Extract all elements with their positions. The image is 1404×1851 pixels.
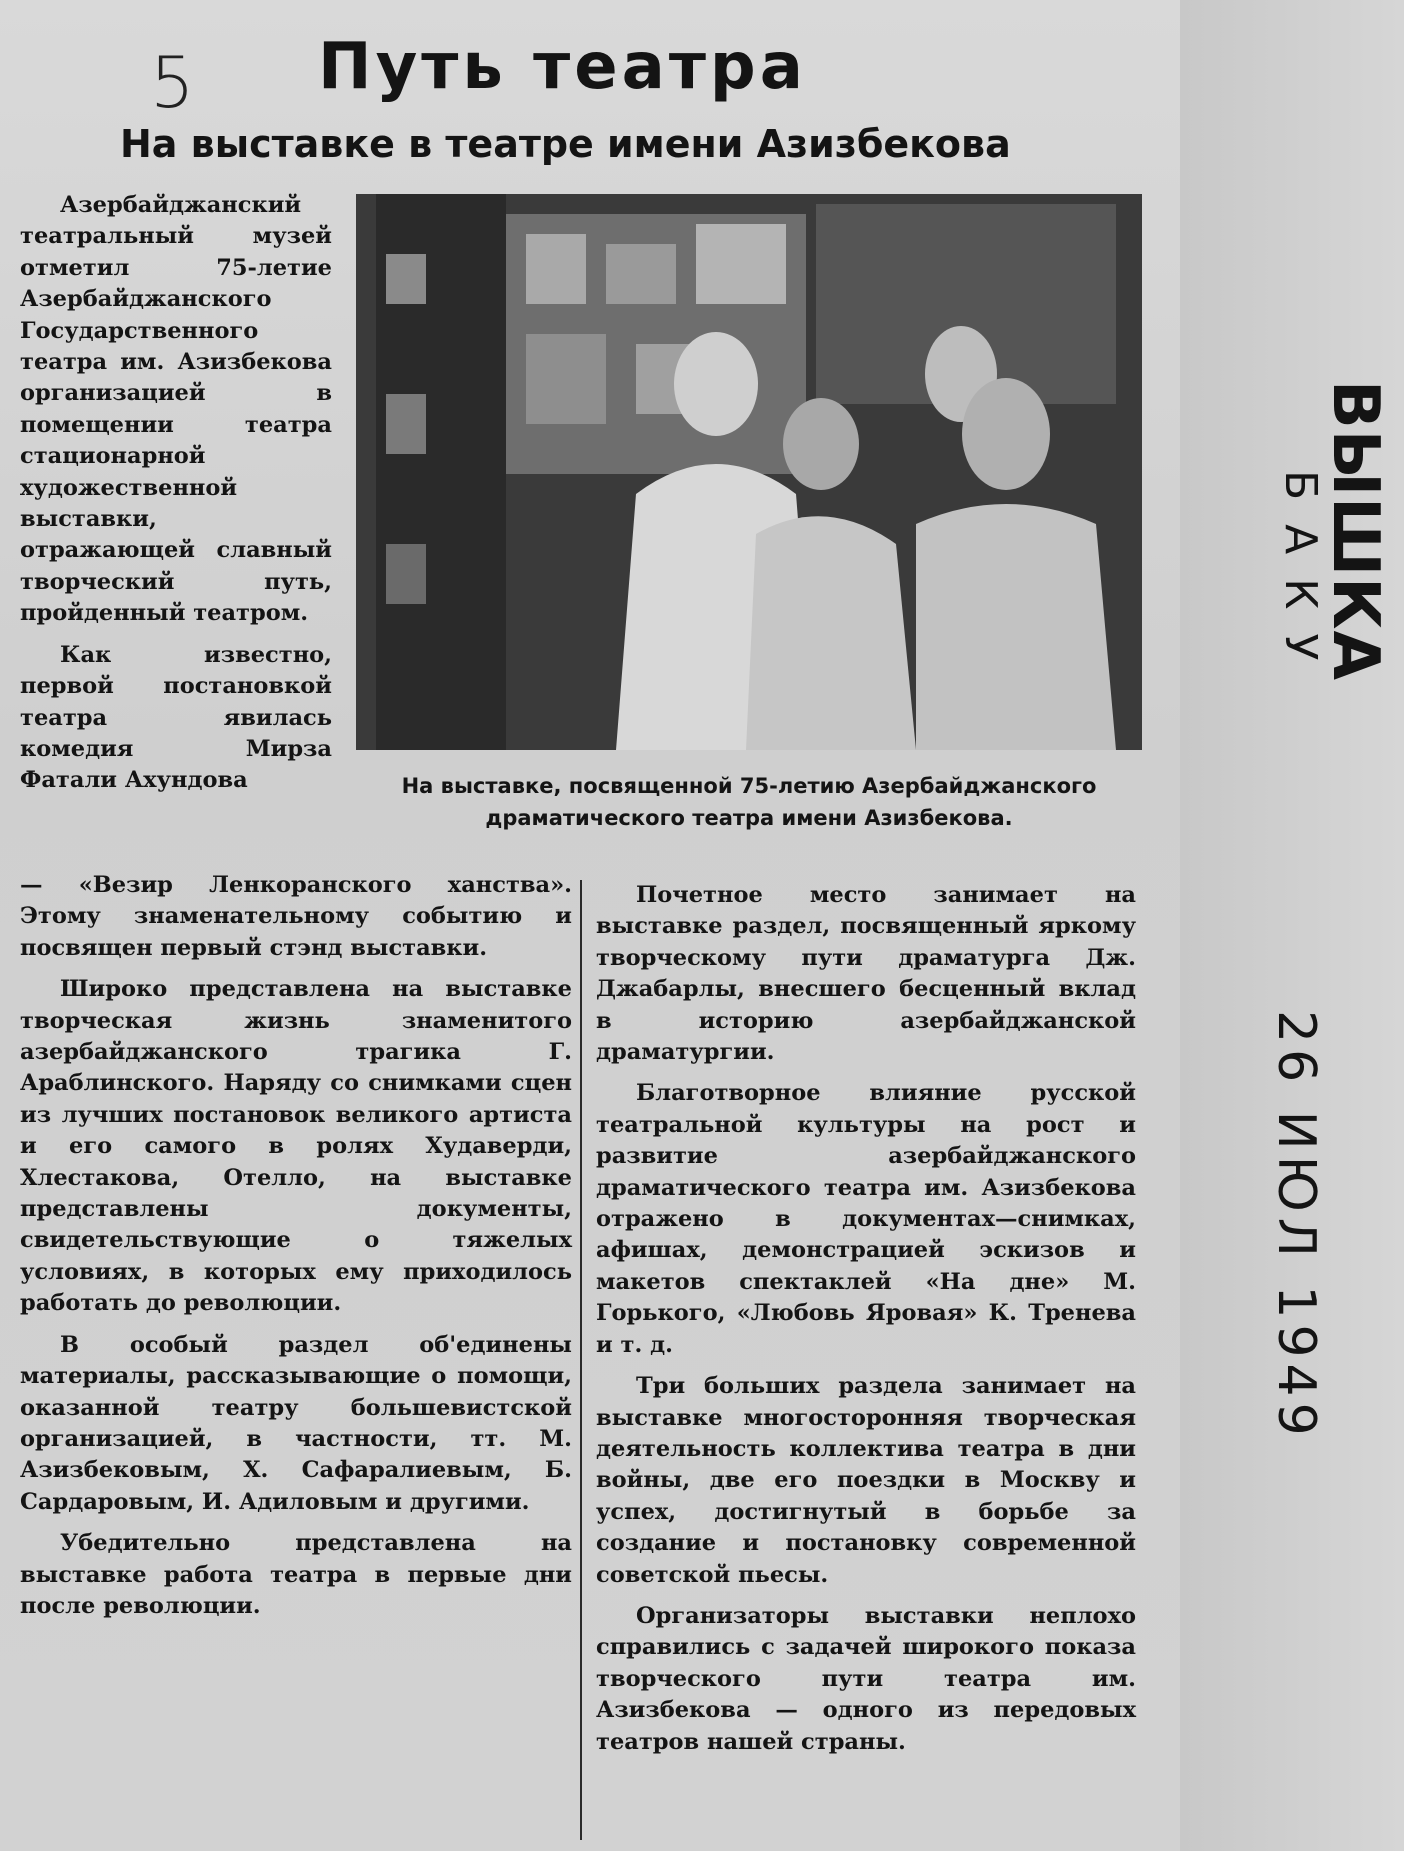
headline: Путь театра <box>318 30 807 104</box>
photo-caption: На выставке, посвященной 75-летию Азербайджанского драматического театра имени Азизбекова. <box>401 774 1097 830</box>
article-paragraph: Как известно, первой постановкой театра явилась комедия Мирза Фатали Ахундова <box>20 641 332 794</box>
article-paragraph: Благотворное влияние русской театральной культуры на рост и развитие азербайджанского драматического театра им. Азизбекова отражено в документах—снимках, афишах, демонстрацией эскизов и макетов спектаклей «На дне» М. Горького, «Любовь Яровая» К. Тренева и т. д. <box>596 1080 1136 1358</box>
article-paragraph: Широко представлена на выставке творческая жизнь знаменитого азербайджанского трагика Г. Араблинского. Наряду со снимками сцен из лучших постановок великого артиста и его самого в ролях Худаверди, Хлестакова, Отелло, на выставке представлены документы, свидетельствующие о тяжелых условиях, в которых ему приходилось работать до революции. <box>20 976 572 1317</box>
city-stamp: БАКУ <box>1275 470 1326 685</box>
intro-column <box>20 190 332 807</box>
article-paragraph: Азербайджанский театральный музей отметил 75-летие Азербайджанского Государственного театра им. Азизбекова организацией в помещении театра стационарной художественной выставки, отражающей славный творческий путь, пройденный театром. <box>20 192 332 627</box>
photo-image <box>356 194 1142 750</box>
article-paragraph: Убедительно представлена на выставке работа театра в первые дни после революции. <box>20 1530 572 1619</box>
date-stamp: 26 ИЮЛ 1949 <box>1266 1010 1326 1442</box>
article-paragraph: Три больших раздела занимает на выставке многосторонняя творческая деятельность коллектива театра в дни войны, две его поездки в Москву и успех, достигнутый в борьбе за создание и постановку современной советской пьесы. <box>596 1373 1136 1588</box>
handwritten-number: 5 <box>150 42 195 124</box>
exhibition-photo <box>356 194 1142 750</box>
right-column <box>596 880 1136 1758</box>
article-paragraph: В особый раздел об'единены материалы, рассказывающие о помощи, оказанной театру большевистской организацией, в частности, тт. М. Азизбековым, Х. Сафаралиевым, Б. Сардаровым, И. Адиловым и другими. <box>20 1331 572 1515</box>
newspaper-name-stamp: ВЫШКА <box>1318 380 1392 681</box>
subheadline: На выставке в театре имени Азизбекова <box>120 122 1011 166</box>
article-paragraph: — «Везир Ленкоранского ханства». Этому знаменательному событию и посвящен первый стэнд выставки. <box>20 872 572 961</box>
backing-sheet <box>1180 0 1404 1851</box>
left-column <box>20 870 572 1632</box>
column-divider <box>580 880 582 1840</box>
article-paragraph: Почетное место занимает на выставке раздел, посвященный яркому творческому пути драматурга Дж. Джабарлы, внесшего бесценный вклад в историю азербайджанской драматургии. <box>596 882 1136 1066</box>
article-paragraph: Организаторы выставки неплохо справились с задачей широкого показа творческого пути театра им. Азизбекова — одного из передовых театров нашей страны. <box>596 1602 1136 1755</box>
